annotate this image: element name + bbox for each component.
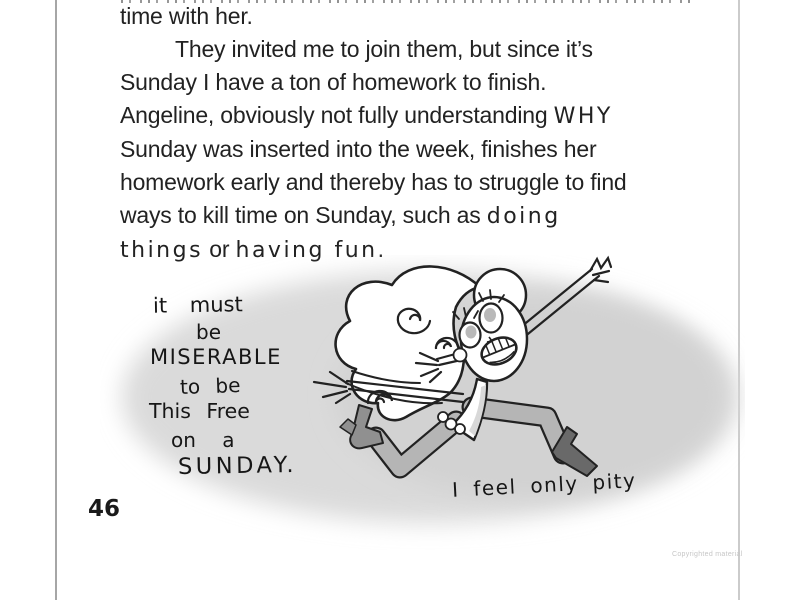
handwritten-note-line: MISERABLE xyxy=(150,345,282,369)
emphasized-word: doing xyxy=(486,204,561,229)
page-edge-left xyxy=(55,0,57,600)
handwritten-note-line: be xyxy=(196,320,221,344)
raised-hand xyxy=(590,258,611,271)
text-line xyxy=(120,99,708,133)
text-line: They invited me to join them, but since it’s xyxy=(175,36,593,62)
illustration-caption: I feel only pity xyxy=(451,468,637,502)
text-segment: ways to kill time on Sunday, such as xyxy=(120,202,487,228)
body-paragraph xyxy=(120,0,708,267)
text-line: time with her. xyxy=(120,3,253,29)
illustration xyxy=(100,255,745,550)
text-segment: . xyxy=(377,236,384,262)
handwritten-note-line: SUNDAY. xyxy=(177,451,298,481)
handwritten-note-line: on a xyxy=(171,428,235,452)
emphasized-word: things xyxy=(120,238,204,263)
cheek xyxy=(454,349,467,362)
text-line: homework early and thereby has to struggle to find xyxy=(120,169,627,195)
copyright-notice: Copyrighted material xyxy=(672,551,743,558)
handwritten-note-line: it must xyxy=(152,292,243,318)
text-line: Sunday I have a ton of homework to finish. xyxy=(120,69,547,95)
handwritten-note-line: to be xyxy=(179,372,241,400)
emphasized-word: WHY xyxy=(553,104,613,129)
text-line: Sunday was inserted into the week, finishes her xyxy=(120,136,597,162)
page-number: 46 xyxy=(88,496,121,522)
text-line xyxy=(120,199,708,233)
handwritten-note-line: This Free xyxy=(149,399,250,423)
text-segment: Angeline, obviously not fully understanding xyxy=(120,102,554,128)
text-segment: or xyxy=(203,236,236,262)
emphasized-word: having fun xyxy=(235,238,378,263)
